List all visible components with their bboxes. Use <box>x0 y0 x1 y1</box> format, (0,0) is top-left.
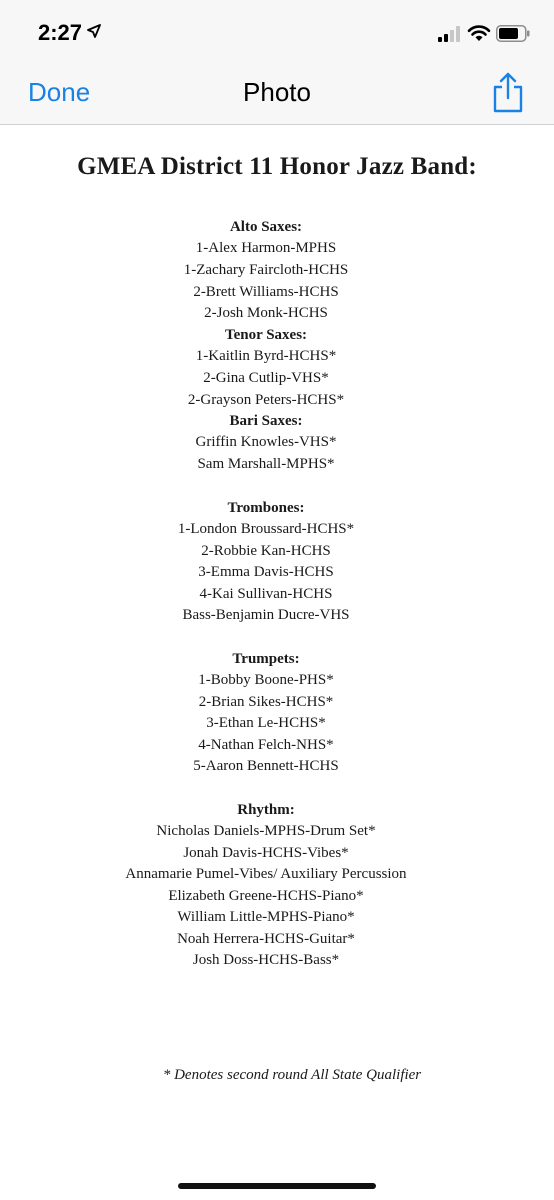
roster-line: 2-Brett Williams-HCHS <box>193 284 339 300</box>
roster-line: 2-Robbie Kan-HCHS <box>201 543 331 559</box>
roster-line: Nicholas Daniels-MPHS-Drum Set* <box>156 823 376 839</box>
photo-view[interactable] <box>0 125 554 1200</box>
roster-line: Sam Marshall-MPHS* <box>197 456 335 472</box>
roster-line: 1-London Broussard-HCHS* <box>177 521 355 537</box>
roster-line: Josh Doss-HCHS-Bass* <box>192 952 340 968</box>
navigation-bar <box>0 64 554 125</box>
wifi-icon <box>467 24 491 42</box>
roster-line: 3-Emma Davis-HCHS <box>198 564 334 580</box>
roster-line: 4-Nathan Felch-NHS* <box>198 737 334 753</box>
status-time: 2:27 <box>38 20 83 45</box>
cellular-signal-icon <box>438 26 462 42</box>
done-button[interactable]: Done <box>28 77 91 107</box>
roster-line: Annamarie Pumel-Vibes/ Auxiliary Percussion <box>125 866 407 882</box>
status-bar <box>0 0 554 64</box>
battery-icon <box>496 25 530 42</box>
roster-line: William Little-MPHS-Piano* <box>177 909 355 925</box>
roster-line: Griffin Knowles-VHS* <box>195 434 337 450</box>
roster-line: 2-Gina Cutlip-VHS* <box>203 370 329 386</box>
roster-line: 5-Aaron Bennett-HCHS <box>193 758 339 774</box>
section-heading-alto-saxes: Alto Saxes: <box>229 219 303 235</box>
roster-line: 2-Grayson Peters-HCHS* <box>187 392 345 408</box>
section-heading-bari-saxes: Bari Saxes: <box>229 413 303 429</box>
roster-line: 4-Kai Sullivan-HCHS <box>199 586 333 602</box>
roster-line: 3-Ethan Le-HCHS* <box>206 715 326 731</box>
home-indicator[interactable] <box>178 1183 376 1189</box>
section-heading-tenor-saxes: Tenor Saxes: <box>224 327 308 343</box>
document-title: GMEA District 11 Honor Jazz Band: <box>77 153 477 180</box>
roster-line: Bass-Benjamin Ducre-VHS <box>182 607 350 623</box>
roster-line: Elizabeth Greene-HCHS-Piano* <box>168 888 364 904</box>
roster-line: Noah Herrera-HCHS-Guitar* <box>177 931 355 947</box>
roster-line: 1-Kaitlin Byrd-HCHS* <box>195 348 337 364</box>
roster-line: Jonah Davis-HCHS-Vibes* <box>183 845 349 861</box>
roster-line: 2-Josh Monk-HCHS <box>204 305 328 321</box>
location-arrow-icon <box>87 24 101 38</box>
section-heading-trumpets: Trumpets: <box>232 651 300 667</box>
footnote: * Denotes second round All State Qualifier <box>162 1067 422 1083</box>
roster-line: 1-Bobby Boone-PHS* <box>198 672 334 688</box>
roster-line: 2-Brian Sikes-HCHS* <box>198 694 334 710</box>
nav-title: Photo <box>243 77 311 107</box>
roster-line: 1-Alex Harmon-MPHS <box>195 240 337 256</box>
section-heading-trombones: Trombones: <box>227 500 305 516</box>
roster-line: 1-Zachary Faircloth-HCHS <box>183 262 349 278</box>
share-icon[interactable] <box>490 70 526 114</box>
section-heading-rhythm: Rhythm: <box>237 802 295 818</box>
